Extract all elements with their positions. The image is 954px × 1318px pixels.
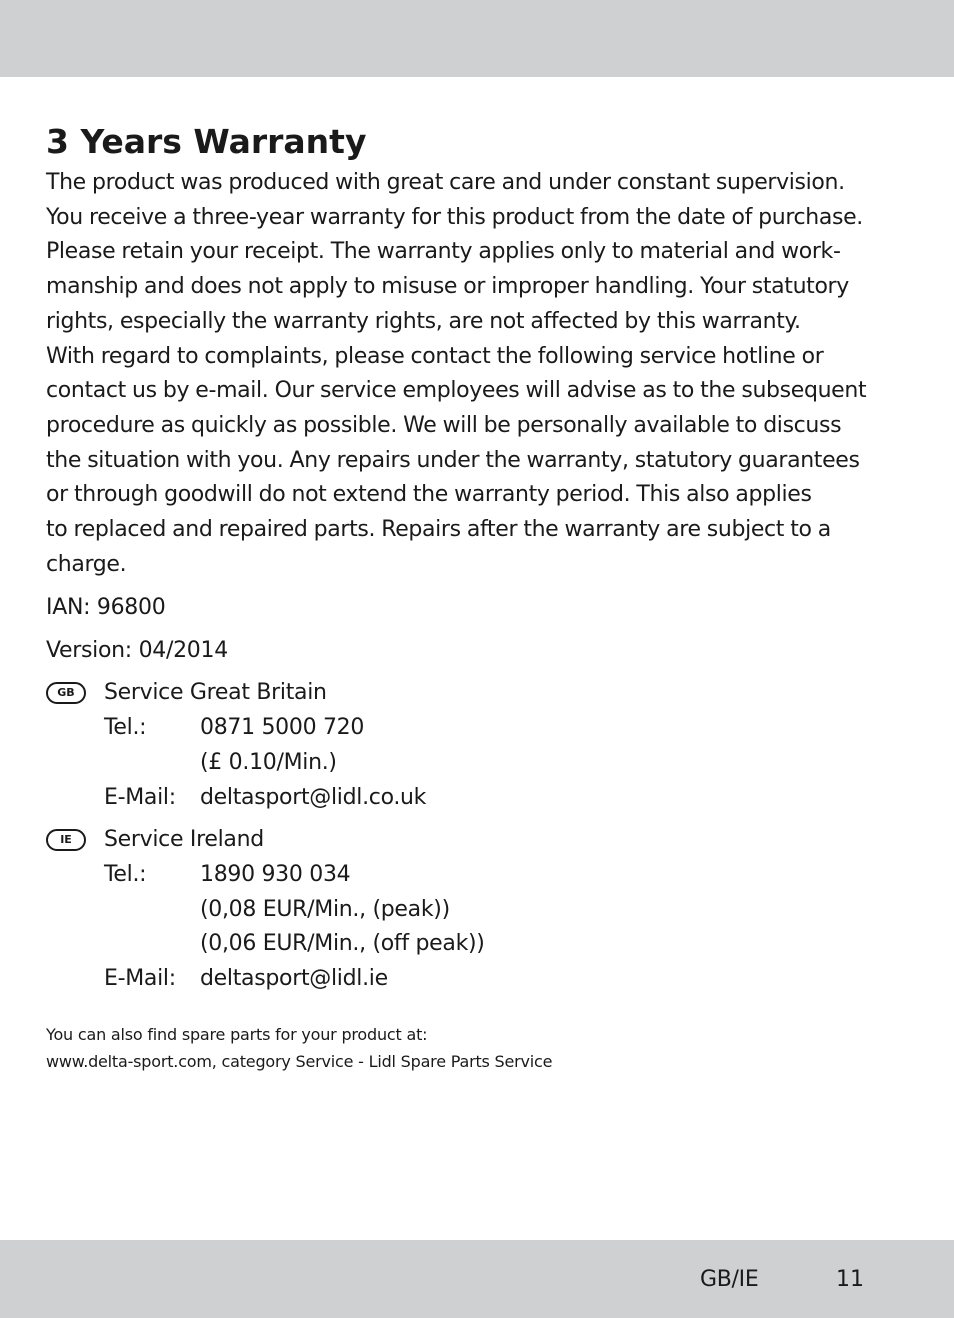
version-number: Version: 04/2014 [46,638,228,664]
complaints-line: to replaced and repaired parts. Repairs after the warranty are subject to a [46,517,831,543]
warranty-line: Please retain your receipt. The warranty applies only to material and work- [46,239,841,265]
warranty-line: manship and does not apply to misuse or improper handling. Your statutory [46,274,849,300]
complaints-line: With regard to complaints, please contact the following service hotline or [46,343,824,369]
complaints-line: the situation with you. Any repairs under the warranty, statutory guarantees [46,447,860,473]
call-rate: (£ 0.10/Min.) [200,749,337,775]
service-gb [46,676,906,815]
service-gb-email-row [104,781,906,816]
tel-number[interactable]: 0871 5000 720 [200,715,365,741]
spare-parts-line: You can also find spare parts for your product at: [46,1024,428,1044]
service-ie-tel-row [104,858,906,893]
call-rate-off-peak: (0,06 EUR/Min., (off peak)) [200,931,485,957]
email-label: E-Mail: [104,784,176,810]
service-gb-tel-row [104,711,906,746]
ie-badge-icon: IE [46,829,86,851]
spare-parts-note [46,1021,906,1075]
service-gb-rate-row [104,746,906,781]
warranty-text [46,166,906,582]
language-label: GB/IE [700,1267,759,1292]
tel-number[interactable]: 1890 930 034 [200,861,351,887]
tel-label: Tel.: [104,861,147,887]
complaints-line: procedure as quickly as possible. We will be personally available to discuss [46,412,842,438]
email-label: E-Mail: [104,966,176,992]
warranty-line: You receive a three-year warranty for this product from the date of purchase. [46,204,863,230]
service-ie-rate-offpeak-row [104,927,906,962]
service-ie-email-row [104,962,906,997]
email-link[interactable]: deltasport@lidl.co.uk [200,784,427,810]
warranty-line: The product was produced with great care and under constant supervision. [46,170,845,195]
service-ie [46,823,906,997]
spare-parts-link[interactable]: www.delta-sport.com, category Service - Lidl Spare Parts Service [46,1051,553,1071]
top-bar [0,0,954,77]
page-content [46,118,906,1075]
complaints-line: or through goodwill do not extend the warranty period. This also applies [46,482,812,508]
service-gb-title: Service Great Britain [104,680,327,706]
call-rate-peak: (0,08 EUR/Min., (peak)) [200,896,450,922]
gb-badge-icon: GB [46,682,86,704]
service-ie-rate-peak-row [104,893,906,928]
complaints-line: contact us by e-mail. Our service employees will advise as to the subsequent [46,378,867,404]
warranty-line: rights, especially the warranty rights, are not affected by this warranty. [46,308,801,334]
page-number: 11 [836,1267,864,1292]
bottom-bar [0,1240,954,1318]
page-title: 3 Years Warranty [46,122,367,161]
complaints-line: charge. [46,551,127,577]
ian-number: IAN: 96800 [46,595,166,621]
tel-label: Tel.: [104,715,147,741]
service-ie-title: Service Ireland [104,827,264,853]
email-link[interactable]: deltasport@lidl.ie [200,966,388,992]
